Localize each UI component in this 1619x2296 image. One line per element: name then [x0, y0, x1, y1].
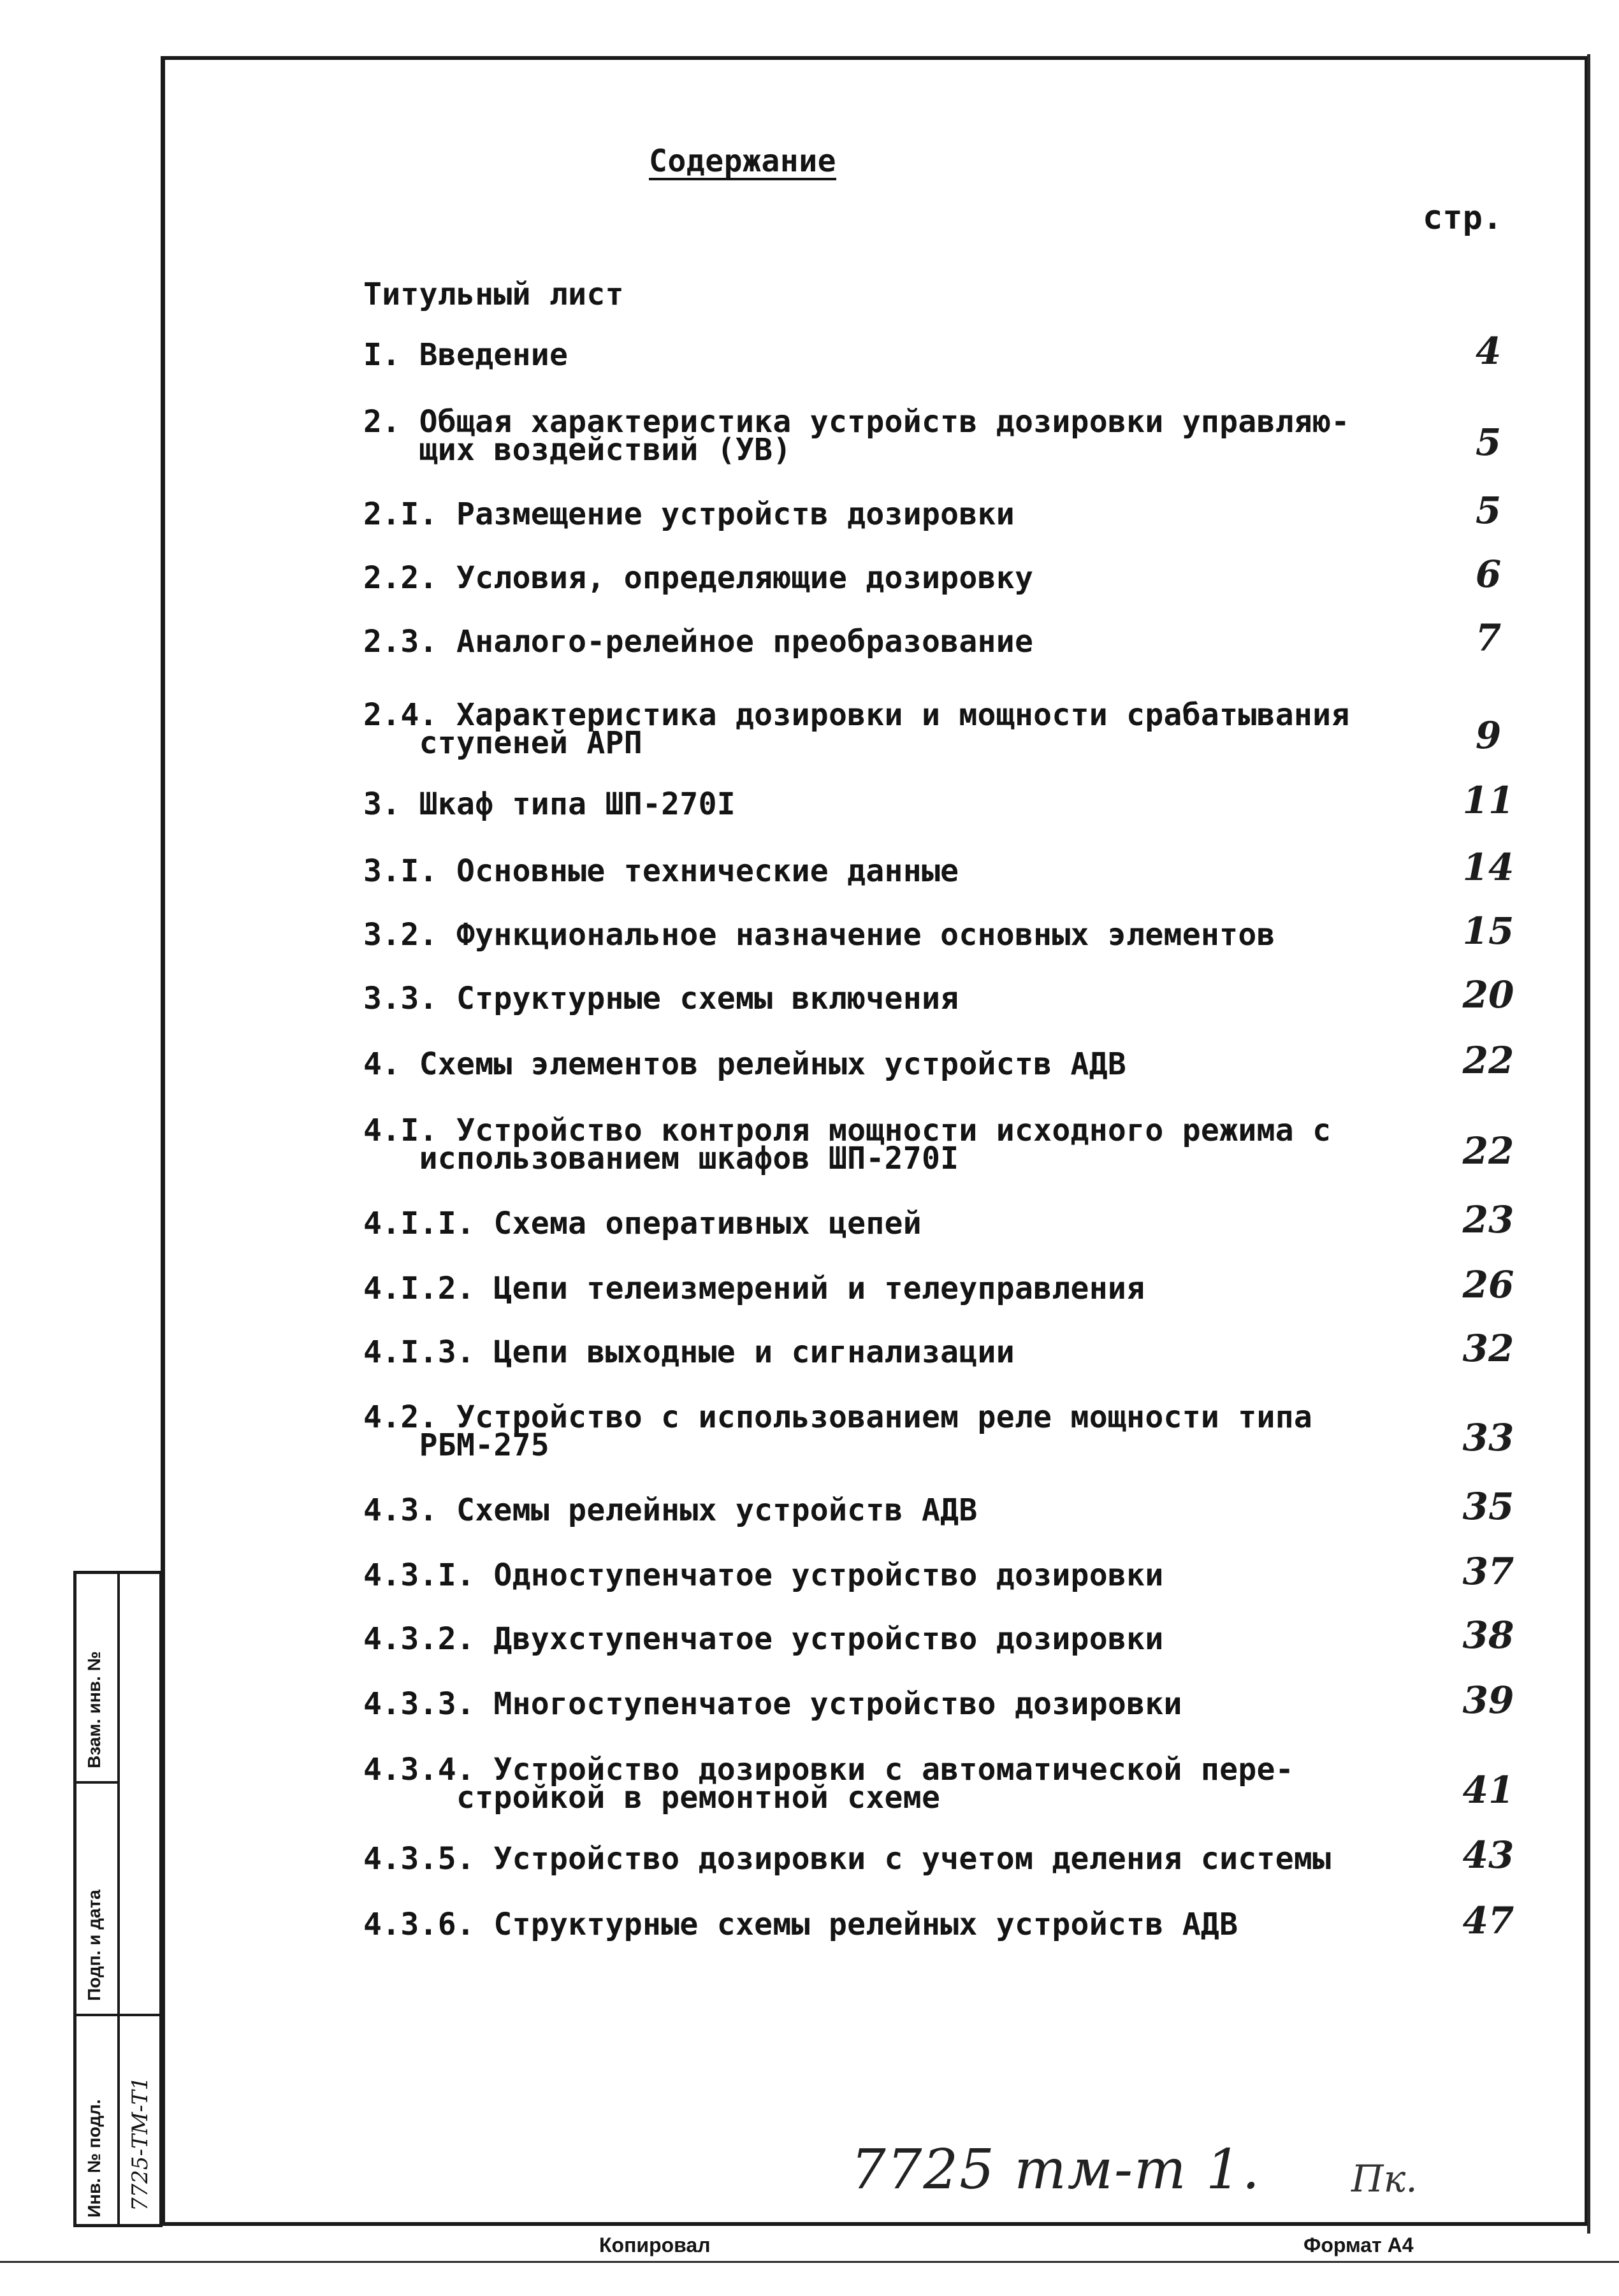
stamp-label-inv: Инв. № подл. [84, 2099, 104, 2218]
toc-entry-title: 4. Схемы элементов релейных устройств АДВ [363, 1046, 1127, 1082]
toc-entry-title: 4.3.5. Устройство дозировки с учетом деления системы [363, 1841, 1332, 1877]
toc-entry-page: 6 [1475, 552, 1502, 596]
toc-entry-page: 7 [1475, 616, 1502, 660]
toc-entry-title: 2. Общая характеристика устройств дозировки управляю- щих воздействий (УВ) [363, 404, 1350, 468]
divider [76, 2014, 117, 2016]
side-stamp-values [120, 1574, 159, 2224]
toc-entry-page: 39 [1462, 1679, 1514, 1722]
toc-entry-page: 20 [1462, 973, 1514, 1016]
toc-entry-page: 4 [1475, 329, 1502, 373]
toc-entry-title: 4.2. Устройство с использованием реле мощности типа РБМ-275 [363, 1399, 1313, 1463]
toc-entry-page: 35 [1462, 1485, 1514, 1528]
outer-border-right [1587, 54, 1590, 2234]
initials: Пк. [1351, 2157, 1418, 2200]
toc-entry-page: 26 [1462, 1263, 1514, 1306]
inventory-number: 7725-ТМ-Т1 [127, 2076, 153, 2211]
stamp-label-signature: Подп. и дата [84, 1889, 104, 2001]
toc-entry-page: 37 [1462, 1550, 1514, 1593]
toc-entry-title: 4.3.4. Устройство дозировки с автоматической пере- стройкой в ремонтной схеме [363, 1752, 1294, 1816]
toc-entry-title: 2.3. Аналого-релейное преобразование [363, 624, 1034, 660]
format-label: Формат А4 [1303, 2234, 1414, 2256]
toc-entry-title: 4.I. Устройство контроля мощности исходного режима с использованием шкафов ШП-270I [363, 1113, 1332, 1176]
toc-entry-page: 23 [1462, 1198, 1514, 1241]
toc-entry-page: 11 [1462, 779, 1514, 822]
toc-entry-page: 5 [1475, 489, 1502, 532]
copied-by-label: Копировал [599, 2234, 711, 2256]
toc-entry-page: 15 [1462, 909, 1514, 953]
toc-entry-page: 9 [1475, 714, 1502, 757]
toc-entry-page: 43 [1462, 1833, 1514, 1877]
toc-entry-title: 4.I.2. Цепи телеизмерений и телеуправления [363, 1271, 1145, 1306]
divider [120, 2014, 159, 2016]
page-title: Содержание [649, 143, 836, 179]
toc-entry-title: 3.3. Структурные схемы включения [363, 981, 959, 1016]
divider [76, 1781, 117, 1784]
toc-entry-page: 38 [1462, 1614, 1514, 1657]
toc-entry-page: 5 [1475, 421, 1502, 464]
toc-entry-title: 4.3.3. Многоступенчатое устройство дозировки [363, 1686, 1182, 1722]
toc-entry-title: 2.I. Размещение устройств дозировки [363, 496, 1015, 532]
toc-entry-page: 41 [1462, 1768, 1514, 1812]
toc-entry-page: 22 [1462, 1129, 1514, 1173]
toc-entry-page: 32 [1462, 1327, 1514, 1370]
toc-entry-title: 4.3. Схемы релейных устройств АДВ [363, 1492, 978, 1528]
toc-entry-page: 33 [1462, 1416, 1514, 1459]
toc-entry-title: 4.I.I. Схема оперативных цепей [363, 1206, 922, 1241]
toc-entry-page: 22 [1462, 1039, 1514, 1082]
toc-entry-title: 2.4. Характеристика дозировки и мощности срабатывания ступеней АРП [363, 697, 1350, 761]
side-stamp [73, 1571, 163, 2227]
toc-entry-title: 3.2. Функциональное назначение основных элементов [363, 917, 1275, 953]
toc-entry-page: 14 [1462, 846, 1514, 889]
toc-entry-title: 4.3.6. Структурные схемы релейных устройств АДВ [363, 1907, 1238, 1942]
bottom-rule [0, 2261, 1619, 2263]
toc-entry-title: 3.I. Основные технические данные [363, 853, 959, 889]
toc-entry-title: 3. Шкаф типа ШП-270I [363, 786, 736, 822]
page-column-header: стр. [1423, 199, 1503, 237]
stamp-label-replacement: Взам. инв. № [84, 1651, 104, 1768]
toc-entry-page: 47 [1462, 1899, 1514, 1942]
toc-entry-title: I. Введение [363, 337, 569, 373]
toc-entry-title: 2.2. Условия, определяющие дозировку [363, 560, 1034, 596]
toc-entry-title: Титульный лист [363, 277, 624, 312]
toc-entry-title: 4.I.3. Цепи выходные и сигнализации [363, 1334, 1015, 1370]
document-code: 7725 тм-т 1. [851, 2138, 1261, 2202]
toc-entry-title: 4.3.I. Одноступенчатое устройство дозировки [363, 1557, 1164, 1593]
toc-entry-title: 4.3.2. Двухступенчатое устройство дозировки [363, 1621, 1164, 1657]
side-stamp-labels [76, 1574, 120, 2224]
